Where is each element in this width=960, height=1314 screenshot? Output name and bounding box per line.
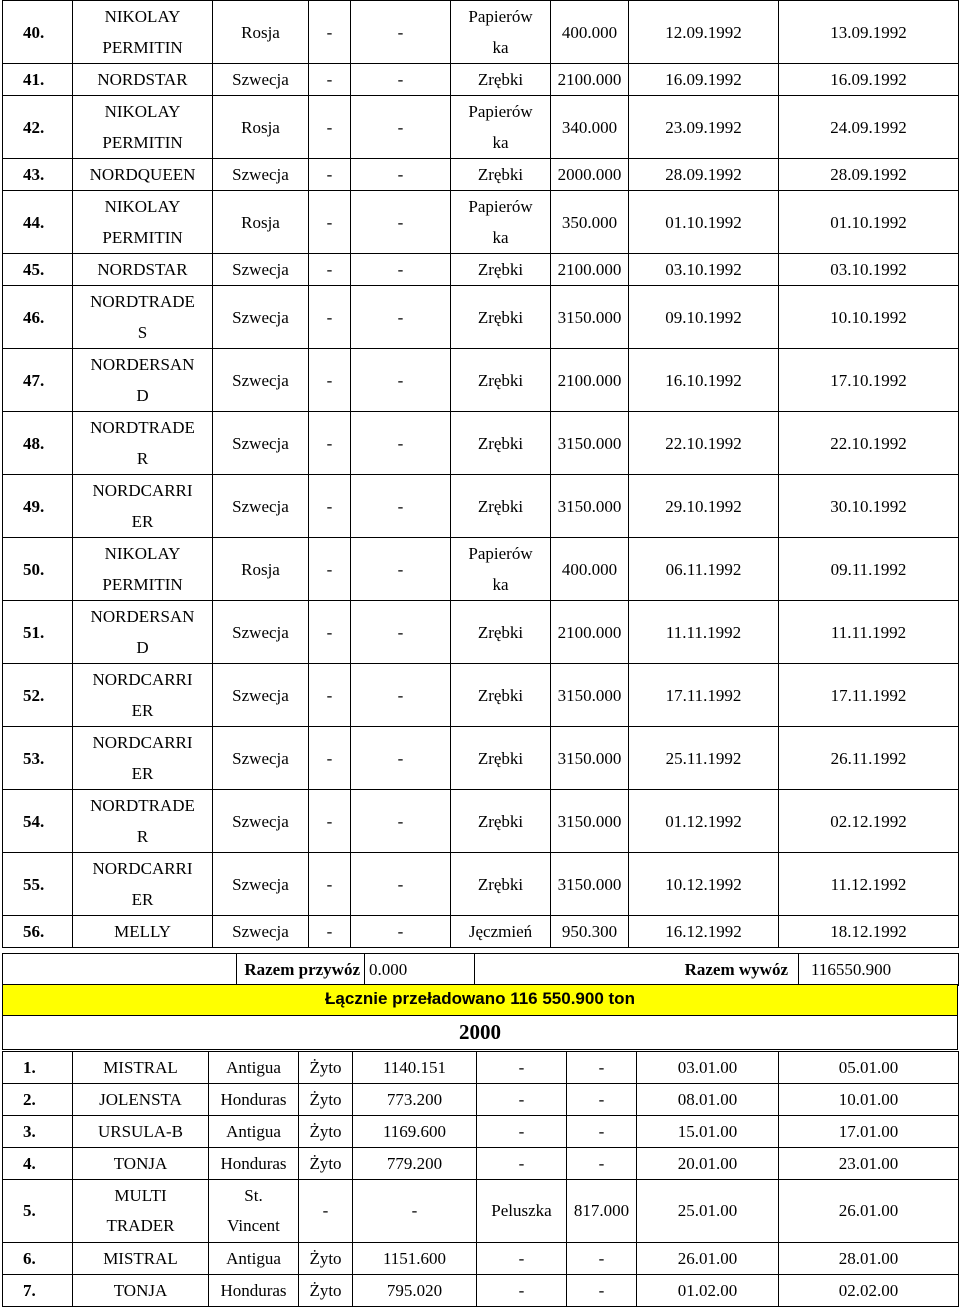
date-arrival: 25.01.00 [637,1180,779,1243]
date-arrival: 16.09.1992 [629,64,779,96]
ship-name-line: NORDCARRI [92,670,193,689]
quantity: 1169.600 [353,1116,477,1148]
date-arrival: 11.11.1992 [629,601,779,664]
date-arrival: 09.10.1992 [629,286,779,349]
country: Rosja [213,96,309,159]
quantity: 1140.151 [353,1052,477,1084]
import-label: Razem przywóz [237,954,365,986]
date-departure: 24.09.1992 [779,96,959,159]
row-number: 51. [3,601,73,664]
col-dash-2: - [351,64,451,96]
row-number: 50. [3,538,73,601]
ship-name: MELLY [73,916,213,948]
table-row [3,1243,959,1275]
country-line: Vincent [227,1216,280,1235]
table-row [3,790,959,853]
col-dash-2: - [351,916,451,948]
country: Szwecja [213,286,309,349]
ship-name [73,790,213,853]
country: Rosja [213,191,309,254]
date-departure: 17.11.1992 [779,664,959,727]
row-number: 54. [3,790,73,853]
table-row [3,664,959,727]
date-arrival: 28.09.1992 [629,159,779,191]
date-departure: 30.10.1992 [779,475,959,538]
col-dash-2: - [567,1052,637,1084]
year-heading: 2000 [2,1016,958,1050]
row-number: 56. [3,916,73,948]
row-number: 48. [3,412,73,475]
ship-name [73,601,213,664]
date-departure: 10.01.00 [779,1084,959,1116]
country: Szwecja [213,64,309,96]
date-departure: 16.09.1992 [779,64,959,96]
date-arrival: 01.12.1992 [629,790,779,853]
cargo: Żyto [299,1116,353,1148]
quantity: 1151.600 [353,1243,477,1275]
cargo-line: Papierów [468,102,533,121]
country: Honduras [209,1148,299,1180]
date-arrival: 15.01.00 [637,1116,779,1148]
ship-name-line: PERMITIN [102,38,183,57]
date-departure: 11.11.1992 [779,601,959,664]
summary-spacer [3,954,237,986]
cargo-line: ka [492,38,509,57]
quantity: 3150.000 [551,664,629,727]
country: Szwecja [213,254,309,286]
quantity: 350.000 [551,191,629,254]
col-dash-1: - [309,412,351,475]
date-departure: 11.12.1992 [779,853,959,916]
quantity: 950.300 [551,916,629,948]
cargo: Żyto [299,1052,353,1084]
ship-name-line: NORDTRADE [90,292,195,311]
row-number: 3. [3,1116,73,1148]
country: Szwecja [213,853,309,916]
row-number: 53. [3,727,73,790]
cargo-line: Papierów [468,7,533,26]
row-number: 1. [3,1052,73,1084]
summary-row [3,954,959,986]
col-dash-2: - [567,1116,637,1148]
date-departure: 26.01.00 [779,1180,959,1243]
ship-name [73,191,213,254]
col-dash-2: - [567,1148,637,1180]
date-arrival: 10.12.1992 [629,853,779,916]
country-line: St. [244,1186,263,1205]
country: Szwecja [213,664,309,727]
ship-name [73,475,213,538]
date-departure: 05.01.00 [779,1052,959,1084]
quantity: 3150.000 [551,727,629,790]
date-arrival: 16.10.1992 [629,349,779,412]
country: Honduras [209,1275,299,1307]
cargo-line: ka [492,133,509,152]
row-number: 41. [3,64,73,96]
col-dash-2: - [351,727,451,790]
total-banner: Łącznie przeładowano 116 550.900 ton [2,984,958,1016]
summary-table [2,953,959,986]
ship-name-line: D [136,386,149,405]
date-departure: 03.10.1992 [779,254,959,286]
country: Szwecja [213,475,309,538]
cargo: Zrębki [451,853,551,916]
col-dash-2: - [567,1275,637,1307]
cargo: Jęczmień [451,916,551,948]
date-arrival: 08.01.00 [637,1084,779,1116]
ship-name-line: PERMITIN [102,575,183,594]
ship-name-line: NORDCARRI [92,481,193,500]
cargo [451,96,551,159]
cargo: Zrębki [451,475,551,538]
col-dash-2: - [351,790,451,853]
ship-name-line: R [136,449,149,468]
date-arrival: 06.11.1992 [629,538,779,601]
quantity: 795.020 [353,1275,477,1307]
quantity: 3150.000 [551,412,629,475]
ship-name [73,664,213,727]
row-number: 42. [3,96,73,159]
ship-name [73,853,213,916]
country: Szwecja [213,159,309,191]
export-value: 116550.900 [799,954,959,986]
ship-name-line: PERMITIN [102,133,183,152]
cargo: Peluszka [477,1180,567,1243]
cargo: Zrębki [451,727,551,790]
ship-name-line: NORDTRADE [90,418,195,437]
table-row [3,96,959,159]
table-row [3,64,959,96]
date-departure: 09.11.1992 [779,538,959,601]
col-dash-1: - [309,349,351,412]
col-dash-1: - [477,1052,567,1084]
row-number: 4. [3,1148,73,1180]
ship-name-line: S [137,323,148,342]
export-label: Razem wywóz [475,954,799,986]
col-dash-2: - [351,286,451,349]
date-arrival: 17.11.1992 [629,664,779,727]
quantity: 773.200 [353,1084,477,1116]
date-arrival: 26.01.00 [637,1243,779,1275]
row-number: 47. [3,349,73,412]
shipments-1992-table [2,0,959,948]
ship-name-line: NORDERSAN [90,607,195,626]
country: Szwecja [213,727,309,790]
ship-name [73,1,213,64]
table-row [3,1084,959,1116]
quantity: 3150.000 [551,286,629,349]
col-dash-1: - [309,96,351,159]
ship-name-line: NORDERSAN [90,355,195,374]
date-arrival: 03.01.00 [637,1052,779,1084]
date-arrival: 29.10.1992 [629,475,779,538]
row-number: 43. [3,159,73,191]
ship-name: MISTRAL [73,1052,209,1084]
row-number: 5. [3,1180,73,1243]
date-arrival: 01.10.1992 [629,191,779,254]
table-row [3,853,959,916]
ship-name: NORDQUEEN [73,159,213,191]
col-dash-2: - [351,1,451,64]
quantity: 3150.000 [551,475,629,538]
cargo: Zrębki [451,664,551,727]
col-dash-2: - [351,601,451,664]
col-dash-2: - [351,538,451,601]
ship-name [73,538,213,601]
date-arrival: 23.09.1992 [629,96,779,159]
country: Szwecja [213,349,309,412]
table-row [3,286,959,349]
col-dash-2: - [351,159,451,191]
date-arrival: 16.12.1992 [629,916,779,948]
col-dash-1: - [309,538,351,601]
col-dash-2: - [567,1084,637,1116]
ship-name-line: NIKOLAY [104,197,181,216]
quantity: 400.000 [551,538,629,601]
date-arrival: 01.02.00 [637,1275,779,1307]
country: Antigua [209,1243,299,1275]
date-departure: 10.10.1992 [779,286,959,349]
col-dash-1: - [309,64,351,96]
ship-name-line: NIKOLAY [104,102,181,121]
cargo: Żyto [299,1275,353,1307]
row-number: 46. [3,286,73,349]
row-number: 40. [3,1,73,64]
cargo: Zrębki [451,349,551,412]
date-arrival: 25.11.1992 [629,727,779,790]
cargo: Żyto [299,1243,353,1275]
row-number: 44. [3,191,73,254]
quantity: 779.200 [353,1148,477,1180]
cargo [451,191,551,254]
row-number: 7. [3,1275,73,1307]
row-number: 45. [3,254,73,286]
date-departure: 22.10.1992 [779,412,959,475]
date-departure: 13.09.1992 [779,1,959,64]
ship-name: NORDSTAR [73,254,213,286]
col-dash-2: - [353,1180,477,1243]
cargo: Zrębki [451,159,551,191]
quantity: 2100.000 [551,349,629,412]
date-arrival: 20.01.00 [637,1148,779,1180]
date-arrival: 22.10.1992 [629,412,779,475]
quantity: 2100.000 [551,601,629,664]
cargo: Zrębki [451,286,551,349]
country: Szwecja [213,412,309,475]
ship-name-line: ER [131,701,154,720]
ship-name-line: NIKOLAY [104,544,181,563]
ship-name [73,727,213,790]
table-row [3,412,959,475]
ship-name-line: TRADER [106,1216,175,1235]
date-departure: 17.10.1992 [779,349,959,412]
date-departure: 23.01.00 [779,1148,959,1180]
ship-name-line: NORDCARRI [92,859,193,878]
ship-name: URSULA-B [73,1116,209,1148]
ship-name-line: NIKOLAY [104,7,181,26]
cargo: Zrębki [451,601,551,664]
cargo: Zrębki [451,412,551,475]
cargo [451,1,551,64]
table-row [3,1052,959,1084]
quantity: 400.000 [551,1,629,64]
cargo-line: ka [492,228,509,247]
row-number: 2. [3,1084,73,1116]
col-dash-2: - [351,96,451,159]
cargo: Zrębki [451,64,551,96]
country: Szwecja [213,790,309,853]
cargo-line: ka [492,575,509,594]
col-dash-1: - [477,1084,567,1116]
table-row [3,475,959,538]
ship-name-line: ER [131,512,154,531]
date-departure: 02.12.1992 [779,790,959,853]
import-value: 0.000 [365,954,475,986]
quantity: 2000.000 [551,159,629,191]
country [209,1180,299,1243]
date-arrival: 03.10.1992 [629,254,779,286]
ship-name [73,96,213,159]
col-dash-1: - [309,601,351,664]
table-row [3,349,959,412]
country: Antigua [209,1052,299,1084]
col-dash-1: - [477,1116,567,1148]
col-dash-1: - [309,727,351,790]
col-dash-1: - [309,286,351,349]
country: Honduras [209,1084,299,1116]
col-dash-1: - [309,916,351,948]
ship-name: TONJA [73,1275,209,1307]
table-row [3,1148,959,1180]
quantity: 2100.000 [551,64,629,96]
col-dash-1: - [309,475,351,538]
table-row [3,1,959,64]
ship-name-line: PERMITIN [102,228,183,247]
quantity: 340.000 [551,96,629,159]
date-departure: 28.09.1992 [779,159,959,191]
table-row [3,1275,959,1307]
cargo [451,538,551,601]
cargo: Zrębki [451,790,551,853]
cargo: Żyto [299,1148,353,1180]
col-dash-1: - [309,1,351,64]
date-departure: 26.11.1992 [779,727,959,790]
quantity: 2100.000 [551,254,629,286]
col-dash-2: - [351,664,451,727]
cargo-line: Papierów [468,544,533,563]
col-dash-1: - [309,254,351,286]
ship-name-line: ER [131,890,154,909]
ship-name: MISTRAL [73,1243,209,1275]
table-row [3,1116,959,1148]
date-arrival: 12.09.1992 [629,1,779,64]
table-row [3,1180,959,1243]
col-dash-1: - [309,853,351,916]
ship-name-line: ER [131,764,154,783]
ship-name: TONJA [73,1148,209,1180]
col-dash-1: - [477,1243,567,1275]
col-dash-2: - [351,853,451,916]
col-dash-2: - [351,349,451,412]
col-dash-2: - [567,1243,637,1275]
table-row [3,538,959,601]
table-row [3,916,959,948]
country: Rosja [213,1,309,64]
ship-name [73,286,213,349]
country: Antigua [209,1116,299,1148]
col-dash-2: - [351,191,451,254]
ship-name [73,412,213,475]
col-dash-1: - [477,1148,567,1180]
table-row [3,254,959,286]
table-row [3,191,959,254]
ship-name-line: D [136,638,149,657]
shipments-2000-table [2,1051,959,1307]
col-dash-1: - [477,1275,567,1307]
row-number: 6. [3,1243,73,1275]
cargo: Zrębki [451,254,551,286]
date-departure: 02.02.00 [779,1275,959,1307]
table-row [3,159,959,191]
date-departure: 18.12.1992 [779,916,959,948]
date-departure: 17.01.00 [779,1116,959,1148]
date-departure: 28.01.00 [779,1243,959,1275]
country: Rosja [213,538,309,601]
row-number: 49. [3,475,73,538]
country: Szwecja [213,916,309,948]
ship-name: JOLENSTA [73,1084,209,1116]
col-dash-1: - [309,159,351,191]
col-dash-1: - [309,664,351,727]
ship-name-line: NORDCARRI [92,733,193,752]
col-dash-1: - [309,790,351,853]
quantity: 3150.000 [551,790,629,853]
cargo: Żyto [299,1084,353,1116]
table-row [3,727,959,790]
ship-name [73,349,213,412]
ship-name-line: MULTI [114,1186,167,1205]
ship-name-line: NORDTRADE [90,796,195,815]
row-number: 55. [3,853,73,916]
ship-name [73,1180,209,1243]
col-dash-2: - [351,475,451,538]
country: Szwecja [213,601,309,664]
col-dash-1: - [299,1180,353,1243]
col-dash-2: - [351,412,451,475]
table-row [3,601,959,664]
col-dash-2: - [351,254,451,286]
col-dash-1: - [309,191,351,254]
ship-name-line: R [136,827,149,846]
quantity: 817.000 [567,1180,637,1243]
date-departure: 01.10.1992 [779,191,959,254]
quantity: 3150.000 [551,853,629,916]
row-number: 52. [3,664,73,727]
ship-name: NORDSTAR [73,64,213,96]
cargo-line: Papierów [468,197,533,216]
